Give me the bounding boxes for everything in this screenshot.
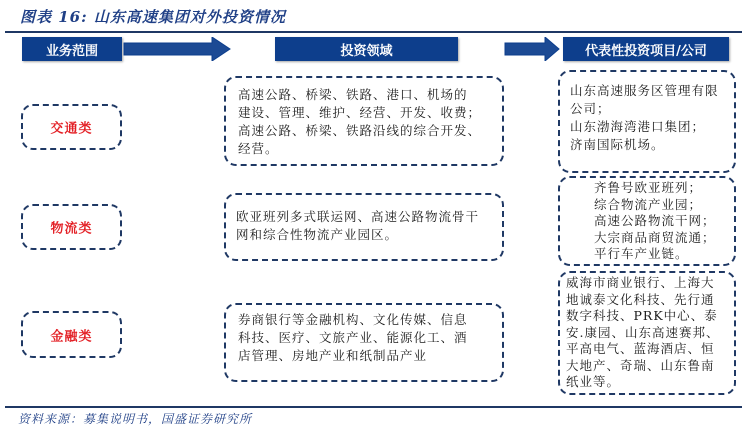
header-business-scope: 业务范围 [22,37,122,61]
arrow-right-icon [503,37,561,61]
category-label: 物流类 [50,221,93,237]
bottom-divider [5,406,742,408]
category-box-logistics [21,204,122,250]
header-representative-projects: 代表性投资项目/公司 [563,37,729,61]
category-label: 交通类 [50,121,93,137]
arrow-right-icon [122,37,232,61]
source-note: 资料来源：募集说明书，国盛证券研究所 [18,412,253,426]
category-label: 金融类 [50,329,93,344]
project-text: 山东高速服务区管理有限 公司； 山东渤海湾港口集团； 济南国际机场。 [570,83,719,152]
category-box-finance [21,311,122,358]
project-box-logistics [558,176,736,266]
project-text: 威海市商业银行、上海大 地诚泰文化科技、先行通 数字科技、PRK中心、泰 安.康园、山东高速赛邦、 平高电气、蓝海酒店、恒 大地产、奇瑞、山东鲁南 纸业等。 [566,275,720,389]
top-divider [5,31,742,33]
field-box-logistics [224,193,504,261]
header-investment-field: 投资领域 [275,37,458,61]
field-box-finance [224,303,504,382]
field-text: 高速公路、桥梁、铁路、港口、机场的 建设、管理、维护、经营、开发、收费； 高速公路、桥梁、铁路沿线的综合开发、 经营。 [238,87,482,156]
field-box-transport [224,76,504,166]
figure-title: 图表 16: 山东高速集团对外投资情况 [20,8,286,26]
category-box-transport [21,104,122,150]
project-box-transport [558,70,736,173]
project-text: 齐鲁号欧亚班列； 综合物流产业园； 高速公路物流干网； 大宗商品商贸流通； 平行车产业链。 [594,180,716,261]
field-text: 欧亚班列多式联运网、高速公路物流骨干 网和综合性物流产业园区。 [236,209,480,242]
project-box-finance [558,271,736,395]
field-text: 券商银行等金融机构、文化传媒、信息 科技、医疗、文旅产业、能源化工、酒 店管理、房地产业和纸制品产业 [238,312,468,363]
